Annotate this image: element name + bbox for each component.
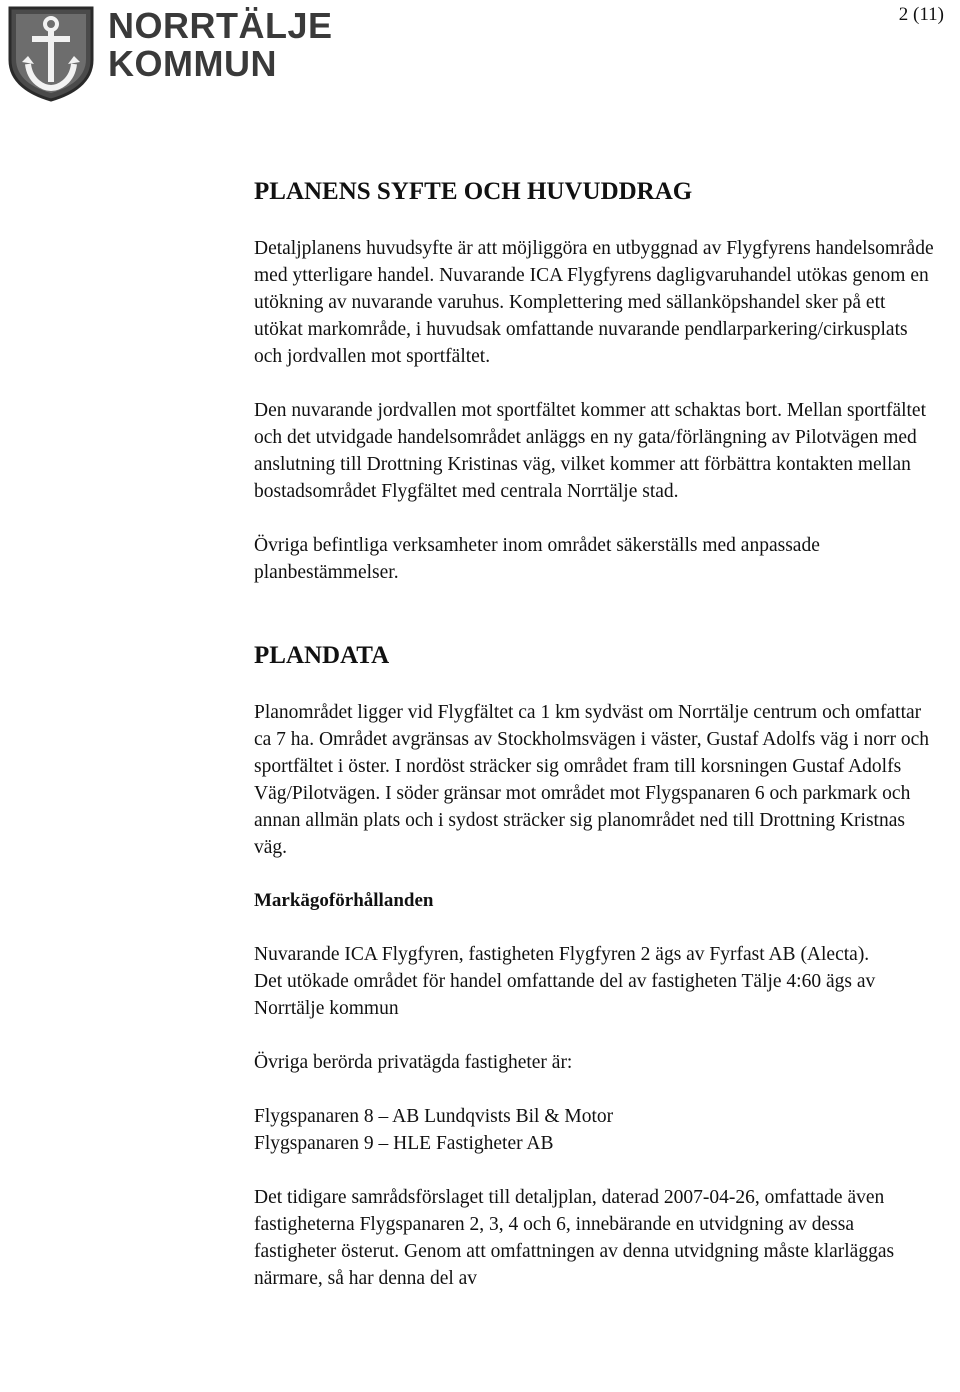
municipality-logo	[4, 2, 333, 102]
page-number: 2 (11)	[898, 4, 944, 25]
paragraph-mark-1b: Det utökade området för handel omfattande del av fastigheten Tälje 4:60 ägs av Norrtälje kommun	[254, 971, 876, 1019]
paragraph-syfte-3: Övriga befintliga verksamheter inom området säkerställs med anpassade planbestämmelser.	[254, 535, 820, 583]
document-body	[254, 176, 934, 1292]
property-item-2: Flygspanaren 9 – HLE Fastigheter AB	[254, 1133, 554, 1154]
property-item-1: Flygspanaren 8 – AB Lundqvists Bil & Motor	[254, 1106, 614, 1127]
paragraph-syfte-2: Den nuvarande jordvallen mot sportfältet kommer att schaktas bort. Mellan sportfältet och det utvidgade handelsområdet anläggs en ny gata/förlängning av Pilotvägen med anslutning till Drottning Kristinas väg, vilket kommer att förbättra kontakten mellan bostadsområdet Flygfältet med centrala Norrtälje stad.	[254, 400, 927, 502]
logo-text-norrtalje: NORRTÄLJE	[108, 5, 333, 46]
paragraph-syfte-1: Detaljplanens huvudsyfte är att möjliggöra en utbyggnad av Flygfyrens handelsområde med ytterligare handel. Nuvarande ICA Flygfyrens dagligvaruhandel utökas genom en utökning av nuvarande varuhus. Komplettering med sällanköpshandel sker på ett utökat markområde, i huvudsak omfattande nuvarande pendlarparkering/cirkusplats och jordvallen mot sportfältet.	[254, 238, 934, 367]
logo-text-kommun: KOMMUN	[108, 43, 277, 84]
heading-planens-syfte: PLANENS SYFTE OCH HUVUDDRAG	[254, 178, 693, 205]
paragraph-mark-1a: Nuvarande ICA Flygfyren, fastigheten Flygfyren 2 ägs av Fyrfast AB (Alecta).	[254, 944, 870, 965]
paragraph-plandata-1: Planområdet ligger vid Flygfältet ca 1 km sydväst om Norrtälje centrum och omfattar ca 7 ha. Området avgränsas av Stockholmsvägen i väster, Gustaf Adolfs väg i norr och sportfältet i öster. I nordöst sträcker sig området fram till korsningen Gustaf Adolfs Väg/Pilotvägen. I söder gränsar mot området mot Flygspanaren 6 och parkmark och annan allmän plats och i sydost sträcker sig planområdet ned till Drottning Kristnas väg.	[254, 702, 930, 858]
paragraph-mark-4: Det tidigare samrådsförslaget till detaljplan, daterad 2007-04-26, omfattade även fastigheterna Flygspanaren 2, 3, 4 och 6, innebärande en utvidgning av dessa fastigheter österut. Genom att omfattningen av denna utvidgning måste klarläggas närmare, så har denna del av	[254, 1187, 895, 1289]
heading-markagoforhallanden: Markägoförhållanden	[254, 890, 434, 911]
heading-plandata: PLANDATA	[254, 642, 390, 669]
coat-of-arms-icon	[4, 2, 100, 102]
paragraph-mark-2: Övriga berörda privatägda fastigheter är:	[254, 1052, 573, 1073]
